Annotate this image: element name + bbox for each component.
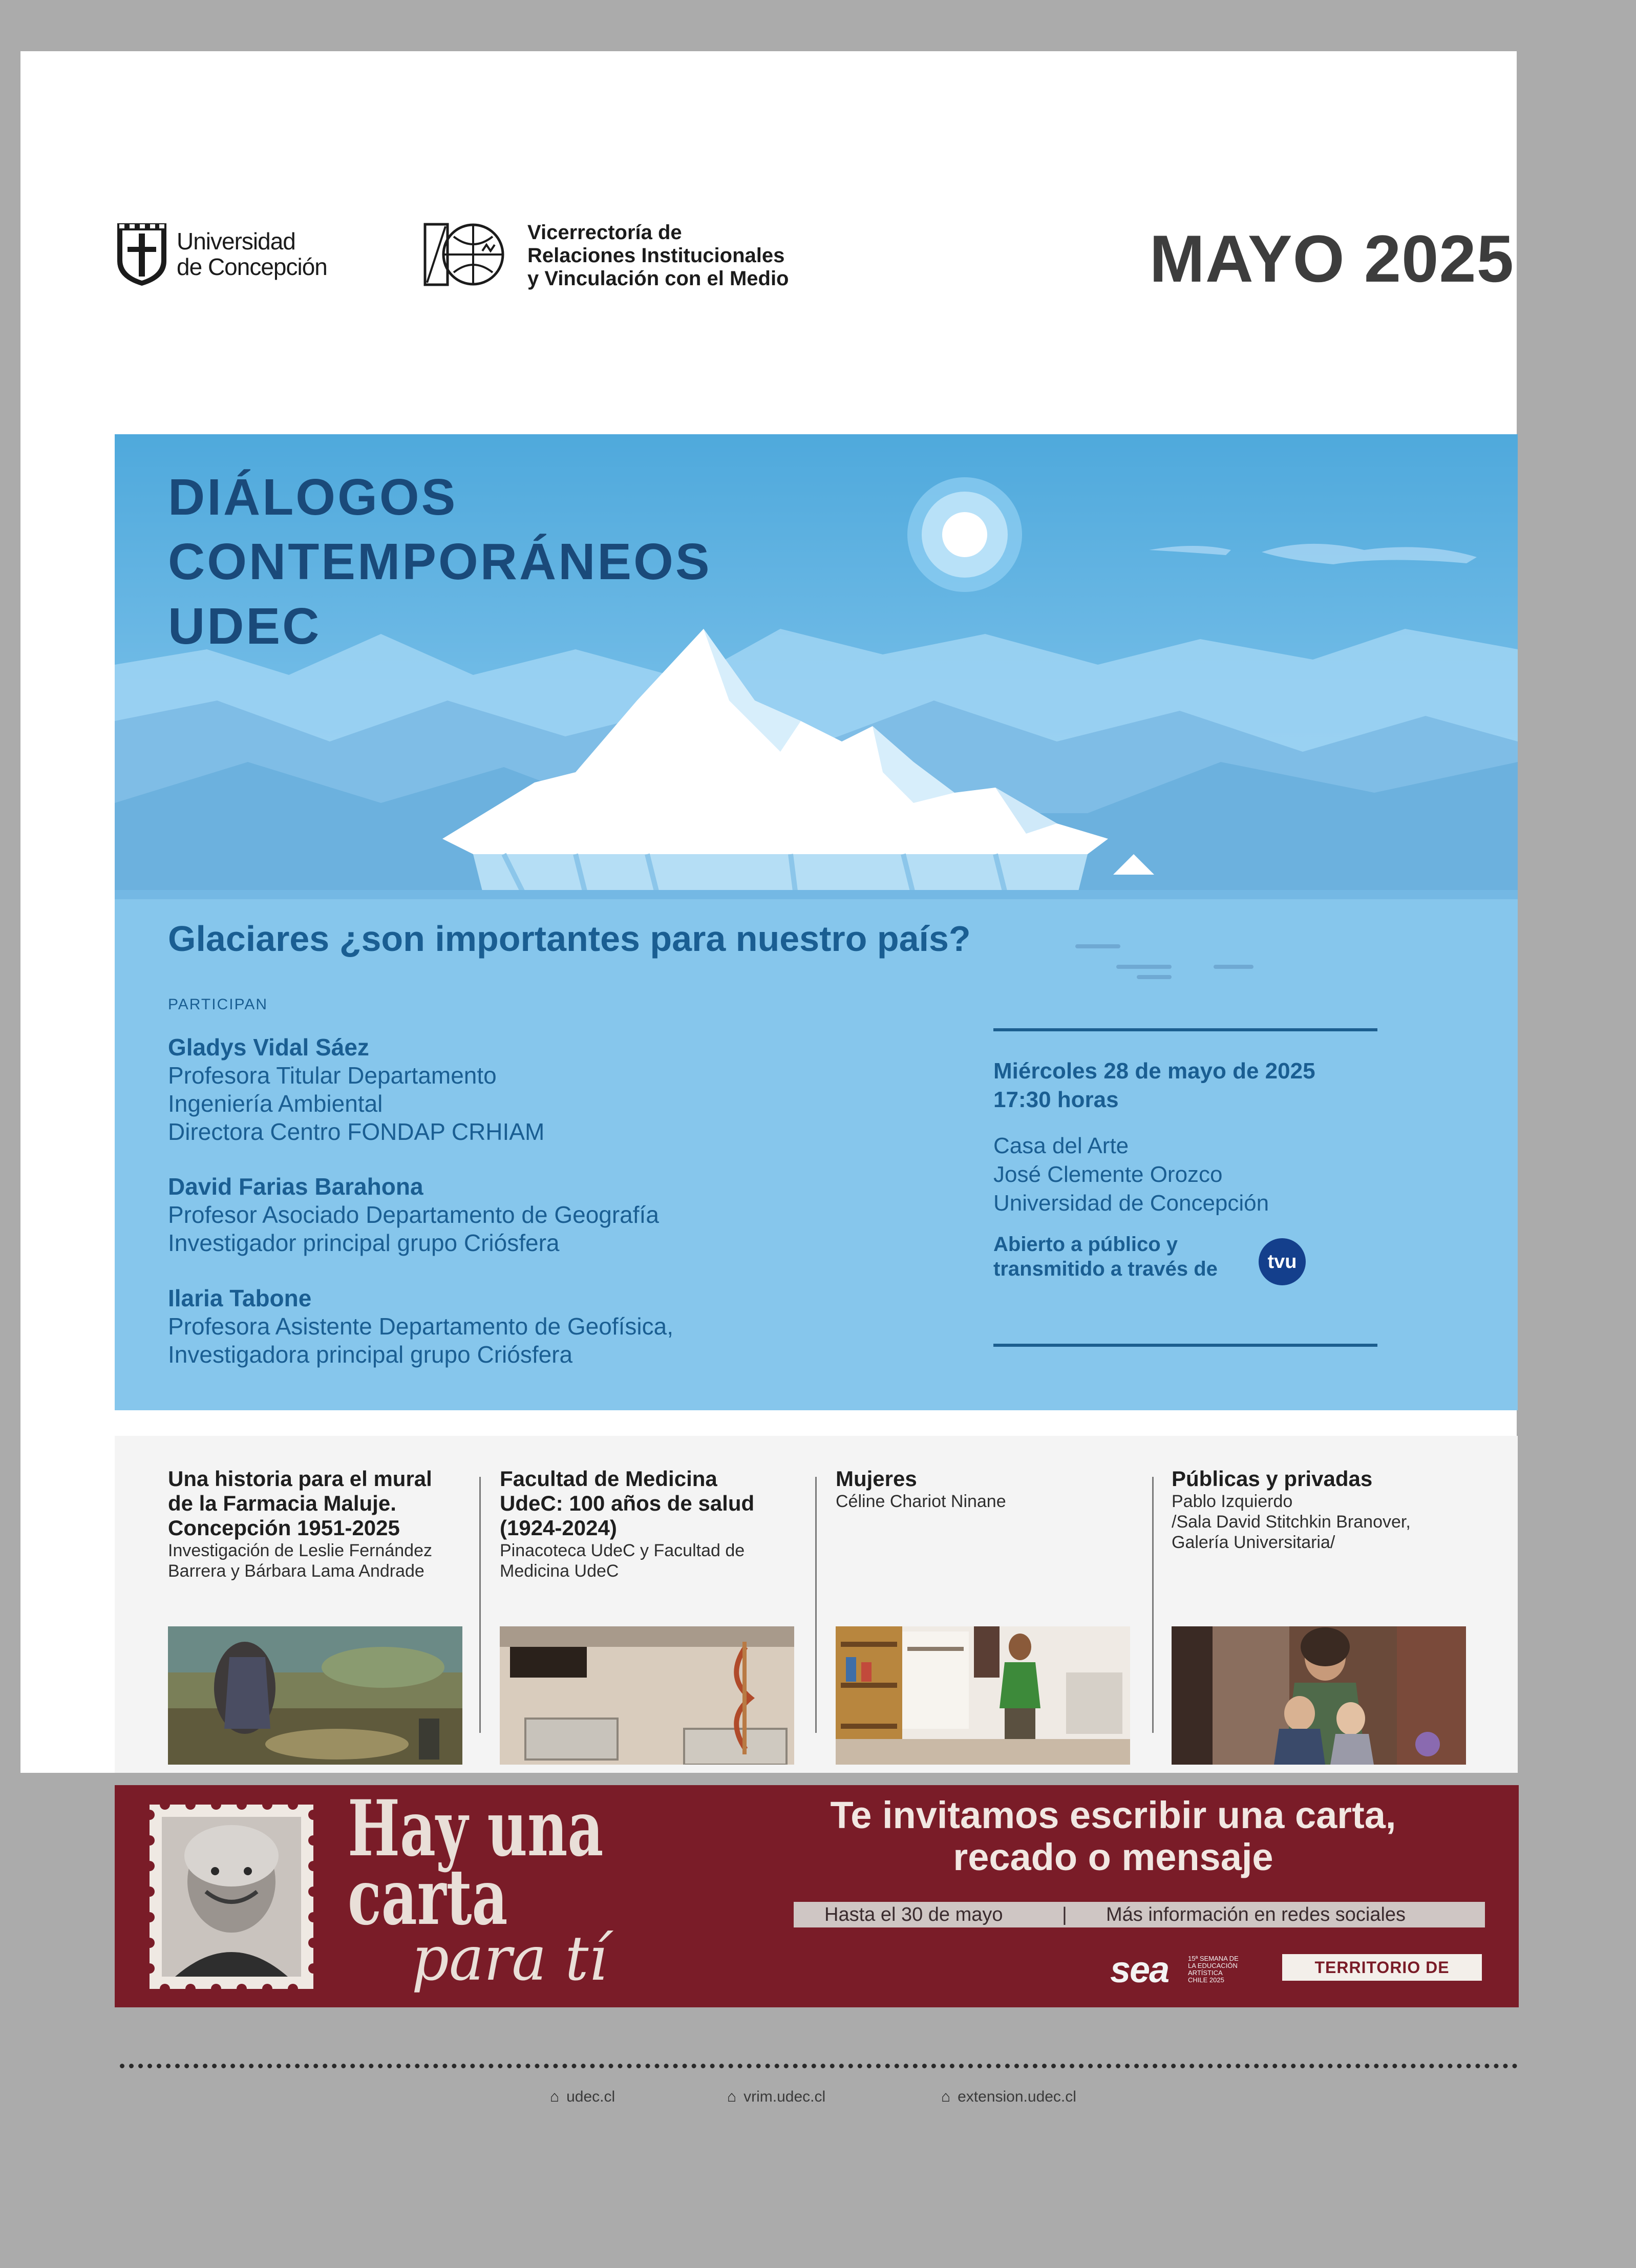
speaker-role-line: Investigadora principal grupo Criósfera	[168, 1341, 573, 1368]
footer-dotted-divider	[120, 2064, 1518, 2068]
speaker-3	[168, 1284, 885, 1369]
tvu-logo[interactable]: tvu	[1259, 1238, 1306, 1285]
letter-promo-banner[interactable]	[115, 1785, 1519, 2007]
sea-logo[interactable]: sea	[1110, 1949, 1169, 1990]
exhibition-title	[168, 1467, 462, 1540]
venue-line: Universidad de Concepción	[993, 1191, 1269, 1216]
speaker-name: Ilaria Tabone	[168, 1285, 312, 1311]
promo-invite-line: recado o mensaje	[953, 1836, 1273, 1878]
deadline-text: Hasta el 30 de mayo	[824, 1904, 1003, 1925]
speaker-name: David Farias Barahona	[168, 1173, 423, 1200]
broadcast-line: transmitido a través de	[993, 1258, 1218, 1280]
family-photo	[1172, 1626, 1466, 1765]
exhibition-card-4[interactable]	[1172, 1467, 1466, 1553]
vrim-logo[interactable]	[423, 221, 843, 288]
udec-logo-line-2: de Concepción	[177, 253, 327, 280]
vrim-mark-icon	[423, 221, 510, 288]
promo-headline-line: Hay una	[348, 1785, 604, 1874]
exhibition-title	[500, 1467, 794, 1540]
exhibition-title-line: de la Farmacia Maluje.	[168, 1491, 396, 1515]
exhibition-desc-line: Pinacoteca UdeC y Facultad de	[500, 1541, 745, 1560]
promo-info-bar	[794, 1902, 1485, 1927]
venue-line: José Clemente Orozco	[993, 1162, 1223, 1187]
footer-link-text: extension.udec.cl	[958, 2088, 1076, 2105]
speaker-role-line: Ingeniería Ambiental	[168, 1090, 383, 1117]
stamp-portrait-icon	[144, 1799, 318, 1994]
exhibition-desc-line: Barrera y Bárbara Lama Andrade	[168, 1561, 424, 1581]
exhibition-title	[1172, 1467, 1466, 1491]
event-info-box	[993, 1028, 1377, 1347]
vrim-logo-line-2: Relaciones Institucionales	[527, 244, 785, 267]
exhibition-title-line: UdeC: 100 años de salud	[500, 1491, 755, 1515]
exhibition-desc-line: Medicina UdeC	[500, 1561, 619, 1581]
event-date-line: Miércoles 28 de mayo de 2025	[993, 1058, 1315, 1084]
home-icon: ⌂	[727, 2088, 737, 2105]
event-banner[interactable]	[115, 434, 1518, 1410]
event-subtitle: Glaciares ¿son importantes para nuestro país?	[168, 919, 971, 959]
speaker-role-line: Directora Centro FONDAP CRHIAM	[168, 1118, 545, 1145]
exhibition-title-line: Facultad de Medicina	[500, 1467, 717, 1491]
speaker-1	[168, 1033, 885, 1146]
home-icon: ⌂	[941, 2088, 951, 2105]
venue-line: Casa del Arte	[993, 1133, 1129, 1158]
museum-photo	[500, 1626, 794, 1765]
exhibition-description	[836, 1491, 1130, 1512]
participants-label: PARTICIPAN	[168, 996, 268, 1013]
exhibition-title-line: Una historia para el mural	[168, 1467, 432, 1491]
exhibition-title-line: Concepción 1951-2025	[168, 1516, 400, 1540]
broadcast-line: Abierto a público y	[993, 1233, 1178, 1256]
vrim-logo-line-3: y Vinculación con el Medio	[527, 267, 789, 290]
exhibition-desc-line: Investigación de Leslie Fernández	[168, 1541, 432, 1560]
mural-photo	[168, 1626, 462, 1765]
promo-invite	[770, 1794, 1456, 1878]
sea-caption-line: LA EDUCACIÓN	[1188, 1962, 1238, 1969]
sea-caption-line: 15ª SEMANA DE	[1188, 1955, 1239, 1962]
speaker-role-line: Profesor Asociado Departamento de Geografía	[168, 1201, 659, 1228]
exhibition-desc-line: Galería Universitaria/	[1172, 1533, 1335, 1552]
event-title	[168, 465, 712, 659]
speaker-2	[168, 1173, 885, 1257]
divider	[1152, 1477, 1154, 1733]
promo-headline	[348, 1785, 604, 1942]
sea-logo-caption	[1188, 1955, 1249, 1984]
event-venue	[993, 1132, 1383, 1218]
promo-script-text: para tí	[412, 1923, 607, 1995]
speaker-role-line: Profesora Titular Departamento	[168, 1062, 497, 1089]
footer-link-vrim[interactable]	[727, 2088, 825, 2106]
event-title-line-2: CONTEMPORÁNEOS	[168, 533, 712, 590]
event-title-line-1: DIÁLOGOS	[168, 469, 458, 526]
exhibition-title-line: Públicas y privadas	[1172, 1467, 1373, 1491]
woman-photo	[836, 1626, 1130, 1765]
promo-invite-line: Te invitamos escribir una carta,	[830, 1794, 1396, 1836]
speaker-role-line: Investigador principal grupo Criósfera	[168, 1230, 560, 1256]
divider	[815, 1477, 817, 1733]
territorio-de-recados-logo[interactable]: TERRITORIO DE RECADOS	[1282, 1954, 1482, 1981]
exhibition-desc-line: /Sala David Stitchkin Branover,	[1172, 1512, 1411, 1532]
month-heading: MAYO 2025	[1149, 221, 1514, 296]
event-date	[993, 1057, 1383, 1114]
udec-shield-icon	[115, 221, 168, 287]
sea-caption-line: CHILE 2025	[1188, 1976, 1224, 1984]
sea-caption-line: ARTÍSTICA	[1188, 1969, 1223, 1977]
exhibition-desc-line: Pablo Izquierdo	[1172, 1492, 1293, 1511]
exhibition-card-1[interactable]	[168, 1467, 462, 1581]
exhibition-description	[168, 1540, 462, 1581]
speaker-role-line: Profesora Asistente Departamento de Geofísica,	[168, 1313, 673, 1340]
event-title-line-3: UDEC	[168, 598, 322, 655]
exhibition-desc-line: Céline Chariot Ninane	[836, 1492, 1006, 1511]
broadcast-note	[993, 1232, 1260, 1281]
promo-headline-line: carta	[348, 1852, 508, 1942]
exhibition-title-line: (1924-2024)	[500, 1516, 617, 1540]
exhibition-card-2[interactable]	[500, 1467, 794, 1581]
footer-link-udec[interactable]	[550, 2088, 615, 2106]
exhibitions-strip	[115, 1436, 1518, 1773]
exhibition-card-3[interactable]	[836, 1467, 1130, 1512]
info-separator: |	[1062, 1904, 1067, 1925]
divider	[479, 1477, 481, 1733]
footer-link-extension[interactable]	[941, 2088, 1076, 2106]
udec-logo[interactable]	[115, 221, 330, 288]
exhibition-description	[500, 1540, 794, 1581]
vrim-logo-line-1: Vicerrectoría de	[527, 221, 682, 244]
event-time-line: 17:30 horas	[993, 1087, 1119, 1112]
home-icon: ⌂	[550, 2088, 560, 2105]
exhibition-title	[836, 1467, 1130, 1491]
exhibition-title-line: Mujeres	[836, 1467, 917, 1491]
speaker-name: Gladys Vidal Sáez	[168, 1034, 369, 1061]
footer-link-text: vrim.udec.cl	[743, 2088, 826, 2105]
exhibition-description	[1172, 1491, 1466, 1553]
udec-logo-line-1: Universidad	[177, 228, 295, 255]
more-info-text: Más información en redes sociales	[1106, 1904, 1406, 1925]
footer-link-text: udec.cl	[566, 2088, 615, 2105]
